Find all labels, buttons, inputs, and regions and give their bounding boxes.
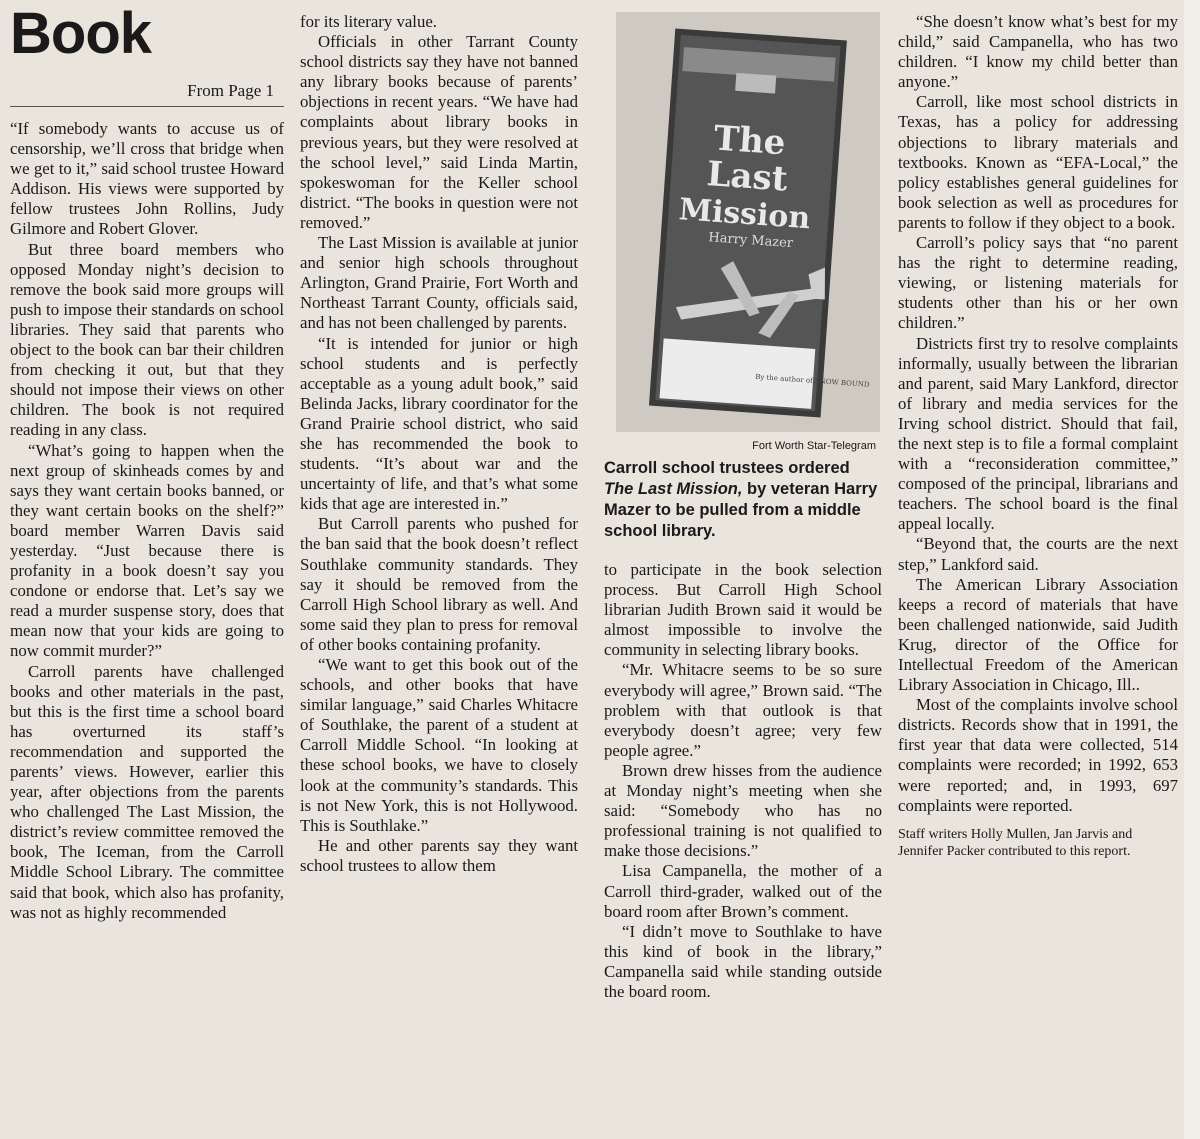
paragraph: Carroll, like most school districts in Texas, has a policy for addressing objections to library materials and textbooks. Known as “EFA-Local,” the policy establishes general guidelines for book selection as well as procedures for parents to follow if they object to a book. [898, 92, 1178, 232]
paragraph: “Beyond that, the courts are the next step,” Lankford said. [898, 534, 1178, 574]
paragraph: Carroll parents have challenged books and other materials in the past, but this is the first time a school board has overturned its staff’s recommendation and supported the parents’ views. However, earlier this year, after objections from the parents who challenged The Last Mission, the district’s review committee removed the book, The Iceman, from the Carroll Middle School Library. The committee said that book, which also has profanity, was not as highly recommended [10, 661, 284, 922]
paragraph: But Carroll parents who pushed for the ban said that the book doesn’t reflect Southlake community standards. They say it should be removed from the Carroll High School library as well. And some said they plan to press for removal of other books containing profanity. [300, 514, 578, 654]
paragraph: “Mr. Whitacre seems to be so sure everybody will agree,” Brown said. “The problem with that outlook is that everybody doesn’t agree; very few people agree.” [604, 660, 882, 760]
paragraph: Carroll’s policy says that “no parent has the right to determine reading, viewing, or listening materials for students other than his or her own children.” [898, 233, 1178, 333]
headline: Book [10, 1, 151, 66]
paragraph: Officials in other Tarrant County school districts say they have not banned any library books because of parents’ objections in recent years. “We have had complaints about library books in previous years, but they were resolved at the school level,” said Linda Martin, spokeswoman for the Keller school district. “The books in question were not removed.” [300, 32, 578, 232]
caption-book-title: The Last Mission, [604, 480, 743, 498]
paragraph: for its literary value. [300, 12, 437, 31]
paragraph: “She doesn’t know what’s best for my child,” said Campanella, who has two children. “I know my child better than anyone.” [898, 12, 1178, 92]
paragraph: to participate in the book selection process. But Carroll High School librarian Judith Brown said it would be almost impossible to involve the community in selecting library books. [604, 560, 882, 660]
paragraph: “It is intended for junior or high school students and is perfectly acceptable as a young adult book,” said Belinda Jacks, library coordinator for the Grand Prairie school district, who said she has recommended the book to students. “It’s about war and the uncertainty of life, and that’s what some kids that age are interested in.” [300, 333, 578, 514]
staff-tagline: Staff writers Holly Mullen, Jan Jarvis and Jennifer Packer contributed to this report. [898, 826, 1133, 859]
paragraph: “If somebody wants to accuse us of censorship, we’ll cross that bridge when we get to it,” said school trustee Howard Addison. His views were supported by fellow trustees John Rollins, Judy Gilmore and Robert Glover. [10, 119, 284, 239]
article-column-3 [604, 560, 882, 1002]
paragraph: Most of the complaints involve school districts. Records show that in 1991, the first year that data were collected, 514 complaints were recorded; in 1992, 653 were reported; and, in 1993, 697 complaints were reported. [898, 695, 1178, 815]
paragraph: But three board members who opposed Monday night’s decision to remove the book said more groups will push to impose their standards on school libraries. They said that parents who object to the book can bar their children from checking it out, but that they should not impose their views on other children. The book is not required reading in any class. [10, 239, 284, 440]
caption-text: Carroll school trustees ordered [604, 459, 850, 477]
book-author: Harry Mazer [707, 230, 794, 252]
adjacent-column-edge [1184, 0, 1200, 1139]
paragraph: He and other parents say they want school trustees to allow them [300, 835, 578, 875]
article-column-1 [10, 0, 284, 923]
book-title-line: Last [705, 154, 789, 200]
photo-credit: Fort Worth Star-Telegram [752, 440, 876, 452]
paragraph: Districts first try to resolve complaints informally, usually between the librarian and parent, said Mary Lankford, director of library and media services for the Irving school district. Should that fail, the next step is to file a formal complaint with a “reconsideration committee,” composed of the principal, librarians and teachers. The school board is the final appeal locally. [898, 333, 1178, 534]
jump-line: From Page 1 [10, 80, 284, 107]
paragraph: Lisa Campanella, the mother of a Carroll third-grader, walked out of the board room after Brown’s comment. [604, 861, 882, 921]
paragraph: “What’s going to happen when the next group of skinheads comes by and says they want certain books banned, or they want certain books on the shelf?” board member Warren Davis said yesterday. “Just because there is profanity in a book doesn’t say you condone or endorse that. Let’s say we read a murder suspense story, does that mean now that your kids are going to now commit murder?” [10, 440, 284, 661]
paragraph: “I didn’t move to Southlake to have this kind of book in the library,” Campanella said while standing outside the board room. [604, 921, 882, 1001]
photo-caption [604, 458, 882, 542]
article-column-2 [300, 12, 578, 876]
paragraph: The Last Mission is available at junior and senior high schools throughout Arlington, Grand Prairie, Fort Worth and Northeast Tarrant County, officials said, and has not been challenged by parents. [300, 233, 578, 333]
paragraph: Brown drew hisses from the audience at Monday night’s meeting when she said: “Somebody who has no professional training is not qualified to make those decisions.” [604, 760, 882, 861]
article-column-4 [898, 12, 1178, 860]
book-title-line: The [712, 118, 787, 164]
paragraph: The American Library Association keeps a record of materials that have been challenged nationwide, said Judith Krug, director of the Office for Intellectual Freedom of the American Library Association in Chicago, Ill.. [898, 574, 1178, 695]
paragraph: “We want to get this book out of the schools, and other books that have similar language,” said Charles Whitacre of Southlake, the parent of a student at Carroll Middle School. “In looking at these school books, we have to closely look at the community’s standards. This is not New York, this is not Hollywood. This is Southlake.” [300, 655, 578, 835]
book-cover-photo [616, 12, 880, 432]
book-blurb: By the author of SNOW BOUND [754, 372, 870, 389]
caption-text: by veteran Harry Mazer to be pulled from a middle school library. [604, 480, 878, 540]
book-title-line: Mission [677, 192, 812, 237]
